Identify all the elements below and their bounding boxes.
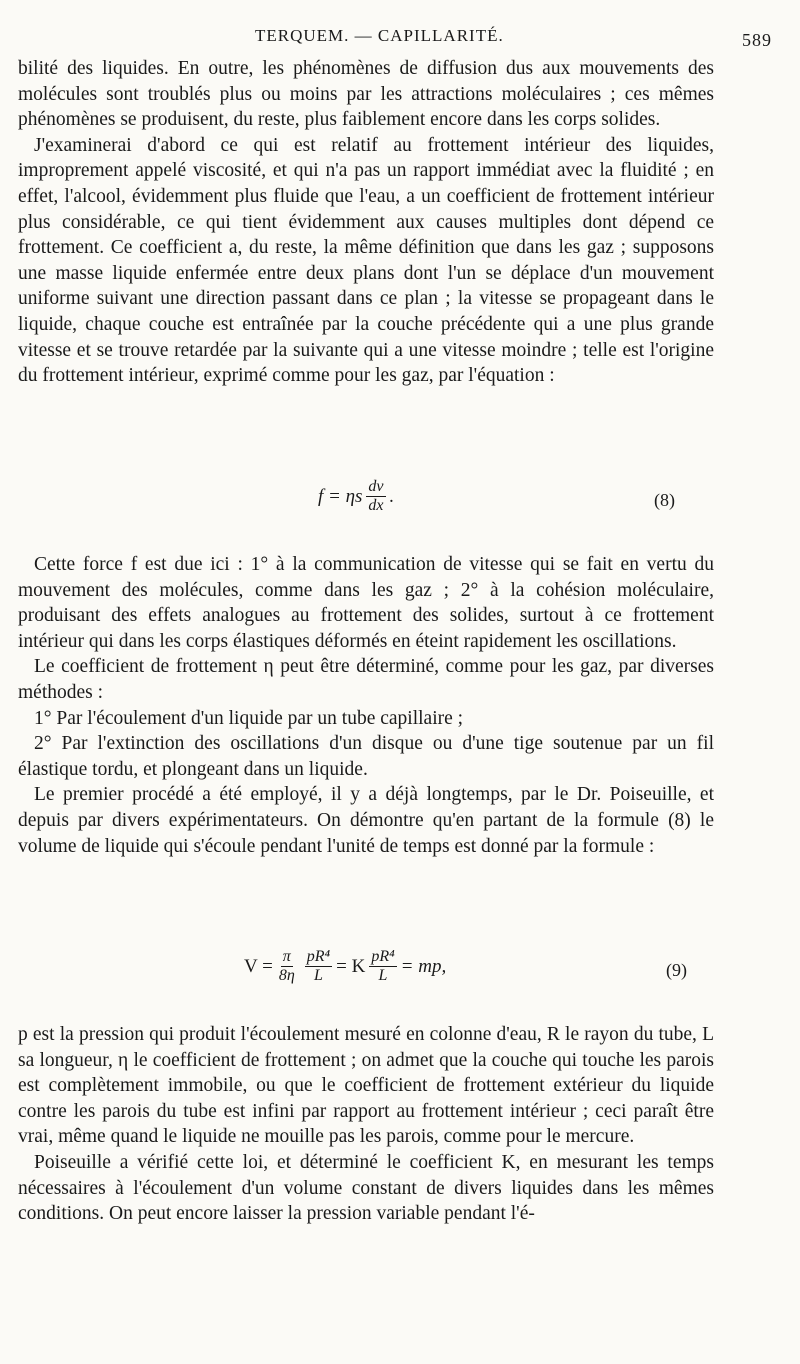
eq8-tail: . [389, 485, 395, 507]
eq9-fraction-3 [369, 948, 396, 985]
eq9-f2-denominator: L [314, 967, 323, 984]
running-header [0, 22, 800, 48]
eq8-numerator: dv [368, 478, 384, 495]
eq9-k: = K [336, 955, 366, 977]
paragraph: Le premier procédé a été employé, il y a déjà longtemps, par le Dr. Poiseuille, et depuis par divers expérimentateurs. On démontre qu'en partant de la formule (8) le volume de liquide qui s'écoule pendant l'unité de temps est donné par la formule : [18, 784, 714, 857]
paragraph: J'examinerai d'abord ce qui est relatif au frottement intérieur des liquides, improprement appelé viscosité, et qui n'a pas un rapport immédiat avec la fluidité ; en effet, l'alcool, évidemment plus fluide que l'eau, a un coefficient de frottement intérieur plus considérable, ce qui tient évidemment aux causes multiples dont dépend ce frottement. Ce coefficient a, du reste, la même définition que dans les gaz ; supposons une masse liquide enfermée entre deux plans dont l'un se déplace d'un mouvement uniforme suivant une direction passant dans ce plan ; la vitesse se propageant dans le liquide, chaque couche est entraînée par la couche précédente qui a une plus grande vitesse et se trouve retardée par la suivante qui a une vitesse moindre ; telle est l'origine du frottement intérieur, exprimé comme pour les gaz, par l'équation : [18, 134, 714, 387]
eq8-denominator: dx [368, 497, 384, 514]
paragraph: Poiseuille a vérifié cette loi, et déterminé le coefficient K, en mesurant les temps nécessaires à l'écoulement d'un volume constant de divers liquides dans les mêmes conditions. On peut encore laisser la pression variable pendant l'é- [18, 1151, 714, 1225]
text-block-poiseuille [18, 1022, 714, 1227]
eq8-lhs: f = ηs [318, 485, 363, 507]
eq8-fraction [366, 478, 385, 515]
eq9-f2-numerator: pR⁴ [306, 948, 331, 965]
eq9-f1-numerator: π [282, 948, 291, 965]
paragraph: bilité des liquides. En outre, les phénomènes de diffusion dus aux mouvements des molécules sont troublés plus ou moins par les attractions moléculaires ; ces mêmes phénomènes se produisent, du reste, plus faiblement encore dans les corps solides. [18, 58, 714, 131]
eq9-f3-numerator: pR⁴ [371, 948, 395, 965]
text-block-methods [18, 552, 714, 859]
paragraph: 1° Par l'écoulement d'un liquide par un tube capillaire ; [34, 707, 464, 729]
paragraph: Le coefficient de frottement η peut être déterminé, comme pour les gaz, par diverses méthodes : [18, 656, 714, 703]
eq9-v: V = [244, 955, 273, 977]
paragraph: 2° Par l'extinction des oscillations d'un disque ou d'une tige soutenue par un fil élastique tordu, et plongeant dans un liquide. [18, 733, 714, 780]
page-number: 589 [742, 30, 772, 50]
running-title: TERQUEM. — CAPILLARITÉ. [255, 26, 504, 45]
text-block-intro [18, 56, 714, 389]
equation-8-expression [318, 478, 394, 515]
eq9-tail: = mp, [400, 955, 447, 977]
eq9-fraction-2 [305, 948, 332, 985]
eq9-f3-denominator: L [378, 967, 388, 984]
eq9-fraction-1 [277, 948, 297, 985]
paragraph: p est la pression qui produit l'écoulement mesuré en colonne d'eau, R le rayon du tube, L sa longueur, η le coefficient de frottement ; on admet que la couche qui touche les parois est complètement immobile, ou que le coefficient de frottement extérieur du liquide contre les parois du tube est infini par rapport au frottement intérieur ; ceci paraît être vrai, même quand le liquide ne mouille pas les parois, comme pour le mercure. [18, 1024, 714, 1148]
equation-9-expression [244, 948, 446, 985]
eq9-f1-denominator: 8η [278, 967, 295, 984]
equation-9-number: (9) [666, 960, 687, 980]
equation-8 [0, 474, 800, 524]
equation-8-number: (8) [654, 490, 675, 510]
paragraph: Cette force f est due ici : 1° à la communication de vitesse qui se fait en vertu du mouvement des molécules, comme dans les gaz ; 2° à la cohésion moléculaire, produisant des effets analogues au frottement des solides, surtout à ce frottement intérieur qui dans les corps élastiques déformés en éteint rapidement les oscillations. [18, 554, 714, 652]
equation-9 [0, 946, 800, 996]
